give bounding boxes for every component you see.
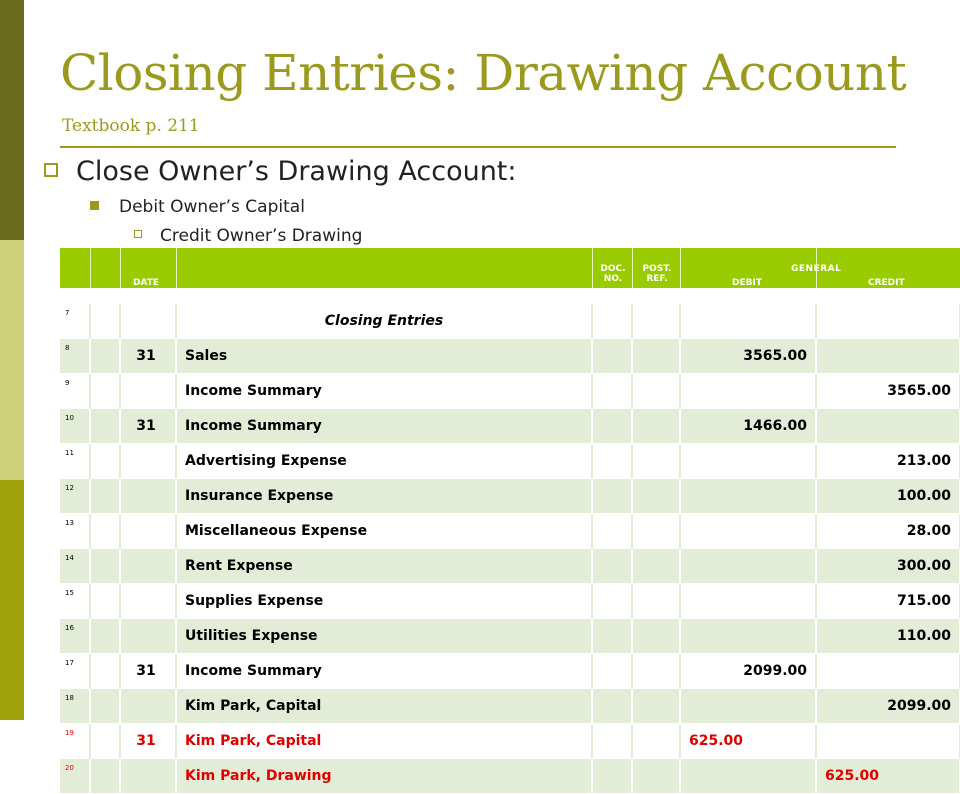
- doc-no-cell: [592, 724, 632, 759]
- line-number: 16: [60, 619, 90, 654]
- hollow-square-bullet-icon: [44, 163, 58, 177]
- post-ref-cell: [632, 374, 680, 409]
- doc-no-cell: [592, 549, 632, 584]
- credit-amount: 110.00: [816, 619, 960, 654]
- empty-cell: [90, 689, 120, 724]
- journal-header: [60, 248, 960, 288]
- date-day: 31: [120, 724, 176, 759]
- doc-no-cell: [592, 304, 632, 339]
- line-number: 17: [60, 654, 90, 689]
- line-number: 11: [60, 444, 90, 479]
- bullet-level3-text: Credit Owner’s Drawing: [160, 226, 363, 246]
- post-ref-cell: [632, 409, 680, 444]
- credit-amount: 625.00: [816, 759, 960, 794]
- account-title: Utilities Expense: [176, 619, 592, 654]
- line-number: 8: [60, 339, 90, 374]
- header-credit: CREDIT: [868, 278, 905, 288]
- date-day: 31: [120, 409, 176, 444]
- doc-no-cell: [592, 689, 632, 724]
- debit-amount: [680, 619, 816, 654]
- post-ref-cell: [632, 304, 680, 339]
- credit-amount: 213.00: [816, 444, 960, 479]
- date-day: [120, 549, 176, 584]
- doc-no-cell: [592, 619, 632, 654]
- line-number: 20: [60, 759, 90, 794]
- empty-cell: [90, 584, 120, 619]
- table-row: [60, 339, 960, 374]
- account-title: Kim Park, Capital: [176, 689, 592, 724]
- table-row: [60, 584, 960, 619]
- decor-bar-top: [0, 0, 24, 240]
- header-divider: [592, 248, 593, 288]
- header-date: DATE: [133, 278, 160, 288]
- account-title: Advertising Expense: [176, 444, 592, 479]
- bullet-level2: [90, 197, 305, 217]
- small-square-bullet-icon: [134, 230, 142, 238]
- empty-cell: [90, 514, 120, 549]
- header-divider: [176, 248, 177, 288]
- account-title: Rent Expense: [176, 549, 592, 584]
- credit-amount: [816, 304, 960, 339]
- date-day: [120, 759, 176, 794]
- debit-amount: [680, 479, 816, 514]
- date-day: 31: [120, 339, 176, 374]
- header-post-ref: POST. REF.: [642, 264, 672, 284]
- doc-no-cell: [592, 654, 632, 689]
- post-ref-cell: [632, 759, 680, 794]
- debit-amount: [680, 514, 816, 549]
- debit-amount: [680, 584, 816, 619]
- date-day: [120, 514, 176, 549]
- post-ref-cell: [632, 584, 680, 619]
- debit-amount: 625.00: [680, 724, 816, 759]
- account-title: Income Summary: [176, 409, 592, 444]
- date-day: [120, 479, 176, 514]
- table-row: [60, 479, 960, 514]
- debit-amount: [680, 549, 816, 584]
- account-title: Miscellaneous Expense: [176, 514, 592, 549]
- post-ref-cell: [632, 479, 680, 514]
- decor-bar-bottom: [0, 480, 24, 720]
- doc-no-cell: [592, 444, 632, 479]
- decor-bar-middle: [0, 240, 24, 480]
- bullet-level1: [44, 156, 517, 187]
- header-divider: [120, 248, 121, 288]
- date-day: [120, 689, 176, 724]
- account-title: Closing Entries: [176, 304, 592, 339]
- bullet-level1-text: Close Owner’s Drawing Account:: [76, 156, 517, 187]
- account-title: Kim Park, Capital: [176, 724, 592, 759]
- date-day: [120, 584, 176, 619]
- doc-no-cell: [592, 584, 632, 619]
- credit-amount: 2099.00: [816, 689, 960, 724]
- empty-cell: [90, 724, 120, 759]
- slide-subtitle: Textbook p. 211: [62, 116, 200, 136]
- table-row: [60, 549, 960, 584]
- table-row: [60, 689, 960, 724]
- line-number: 18: [60, 689, 90, 724]
- table-row: [60, 374, 960, 409]
- date-day: 31: [120, 654, 176, 689]
- table-row: [60, 759, 960, 794]
- line-number: 12: [60, 479, 90, 514]
- credit-amount: 300.00: [816, 549, 960, 584]
- table-row: [60, 619, 960, 654]
- post-ref-cell: [632, 724, 680, 759]
- date-day: [120, 374, 176, 409]
- empty-cell: [90, 759, 120, 794]
- slide-title: Closing Entries: Drawing Account: [60, 44, 907, 102]
- table-row: [60, 409, 960, 444]
- debit-amount: 2099.00: [680, 654, 816, 689]
- bullet-level3: [134, 226, 362, 246]
- line-number: 13: [60, 514, 90, 549]
- empty-cell: [90, 339, 120, 374]
- debit-amount: [680, 759, 816, 794]
- post-ref-cell: [632, 689, 680, 724]
- empty-cell: [90, 654, 120, 689]
- debit-amount: [680, 444, 816, 479]
- table-row: [60, 444, 960, 479]
- post-ref-cell: [632, 444, 680, 479]
- post-ref-cell: [632, 514, 680, 549]
- credit-amount: 715.00: [816, 584, 960, 619]
- title-divider: [60, 146, 896, 148]
- date-day: [120, 444, 176, 479]
- debit-amount: [680, 374, 816, 409]
- bullet-level2-text: Debit Owner’s Capital: [119, 197, 305, 217]
- line-number: 10: [60, 409, 90, 444]
- account-title: Supplies Expense: [176, 584, 592, 619]
- empty-cell: [90, 444, 120, 479]
- doc-no-cell: [592, 759, 632, 794]
- credit-amount: [816, 409, 960, 444]
- header-debit: DEBIT: [732, 278, 762, 288]
- empty-cell: [90, 549, 120, 584]
- empty-cell: [90, 374, 120, 409]
- credit-amount: 28.00: [816, 514, 960, 549]
- date-day: [120, 619, 176, 654]
- doc-no-cell: [592, 479, 632, 514]
- line-number: 9: [60, 374, 90, 409]
- post-ref-cell: [632, 339, 680, 374]
- header-doc-no: DOC. NO.: [600, 264, 626, 284]
- account-title: Income Summary: [176, 374, 592, 409]
- account-title: Insurance Expense: [176, 479, 592, 514]
- account-title: Sales: [176, 339, 592, 374]
- empty-cell: [90, 479, 120, 514]
- debit-amount: [680, 304, 816, 339]
- debit-amount: 1466.00: [680, 409, 816, 444]
- debit-amount: 3565.00: [680, 339, 816, 374]
- credit-amount: [816, 339, 960, 374]
- header-divider: [632, 248, 633, 288]
- header-general: GENERAL: [791, 264, 842, 274]
- empty-cell: [90, 304, 120, 339]
- credit-amount: 3565.00: [816, 374, 960, 409]
- empty-cell: [90, 619, 120, 654]
- line-number: 15: [60, 584, 90, 619]
- doc-no-cell: [592, 409, 632, 444]
- filled-square-bullet-icon: [90, 201, 99, 210]
- header-divider: [90, 248, 91, 288]
- table-row: [60, 724, 960, 759]
- doc-no-cell: [592, 514, 632, 549]
- post-ref-cell: [632, 654, 680, 689]
- table-row: [60, 514, 960, 549]
- table-row: [60, 654, 960, 689]
- line-number: 19: [60, 724, 90, 759]
- debit-amount: [680, 689, 816, 724]
- account-title: Income Summary: [176, 654, 592, 689]
- header-divider: [680, 248, 681, 288]
- doc-no-cell: [592, 339, 632, 374]
- empty-cell: [90, 409, 120, 444]
- doc-no-cell: [592, 374, 632, 409]
- date-day: [120, 304, 176, 339]
- credit-amount: 100.00: [816, 479, 960, 514]
- post-ref-cell: [632, 619, 680, 654]
- table-row: [60, 304, 960, 339]
- account-title: Kim Park, Drawing: [176, 759, 592, 794]
- post-ref-cell: [632, 549, 680, 584]
- credit-amount: [816, 654, 960, 689]
- journal-table: [60, 304, 960, 794]
- line-number: 7: [60, 304, 90, 339]
- line-number: 14: [60, 549, 90, 584]
- credit-amount: [816, 724, 960, 759]
